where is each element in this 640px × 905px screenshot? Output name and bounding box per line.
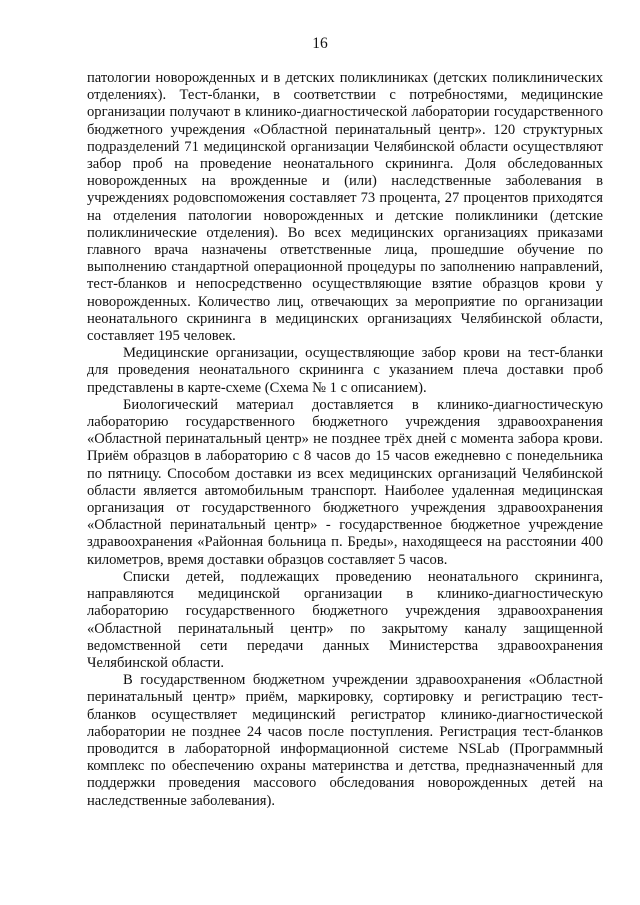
paragraph-3: Биологический материал доставляется в клинико-диагностическую лабораторию государственного бюджетного учреждения здравоохранения «Областной перинатальный центр» не позднее трёх дней с момента забора крови. Приём образцов в лабораторию с 8 часов до 15 часов ежедневно с понедельника по пятницу. Способом доставки из всех медицинских организаций Челябинской области является автомобильным транспорт. Наиболее удаленная медицинская организация от государственного бюджетного учреждения здравоохранения «Областной перинатальный центр» - государственное бюджетное учреждение здравоохранения «Районная больница п. Бреды», находящееся на расстоянии 400 километров, время доставки образцов составляет 5 часов. — [87, 396, 603, 568]
page-number: 16 — [312, 35, 328, 52]
paragraph-1: патологии новорожденных и в детских поликлиниках (детских поликлинических отделениях). Тест-бланки, в соответствии с потребностями, медицинские организации получают в клинико-диагностической лаборатории государственного бюджетного учреждения «Областной перинатальный центр». 120 структурных подразделений 71 медицинской организации Челябинской области осуществляют забор проб на проведение неонатального скрининга. Доля обследованных новорожденных на врожденные и (или) наследственные заболевания в учреждениях родовспоможения составляет 73 процента, 27 процентов приходятся на отделения патологии новорожденных и детские поликлиники (детские поликлинические отделения). Во всех медицинских организациях приказами главного врача назначены ответственные лица, прошедшие обучение по выполнению стандартной операционной процедуры по заполнению направлений, тест-бланков и непосредственно осуществляющие взятие образцов крови у новорожденных. Количество лиц, отвечающих за мероприятие по организации неонатального скрининга в медицинских организациях Челябинской области, составляет 195 человек. — [87, 70, 603, 345]
paragraph-2: Медицинские организации, осуществляющие забор крови на тест-бланки для проведения неонатального скрининга с указанием плеча доставки проб представлены в карте-схеме (Схема № 1 с описанием). — [87, 345, 603, 396]
document-body — [87, 70, 603, 810]
paragraph-4: Списки детей, подлежащих проведению неонатального скрининга, направляются медицинской организации в клинико-диагностическую лабораторию государственного бюджетного учреждения здравоохранения «Областной перинатальный центр» по закрытому каналу защищенной ведомственной сети передачи данных Министерства здравоохранения Челябинской области. — [87, 568, 603, 671]
paragraph-5: В государственном бюджетном учреждении здравоохранения «Областной перинатальный центр» приём, маркировку, сортировку и регистрацию тест-бланков осуществляет медицинский регистратор клинико-диагностической лаборатории не позднее 24 часов после поступления. Регистрация тест-бланков проводится в лабораторной информационной системе NSLab (Программный комплекс по обеспечению охраны материнства и детства, предназначенный для поддержки проведения массового обследования новорожденных детей на наследственные заболевания). — [87, 672, 603, 809]
